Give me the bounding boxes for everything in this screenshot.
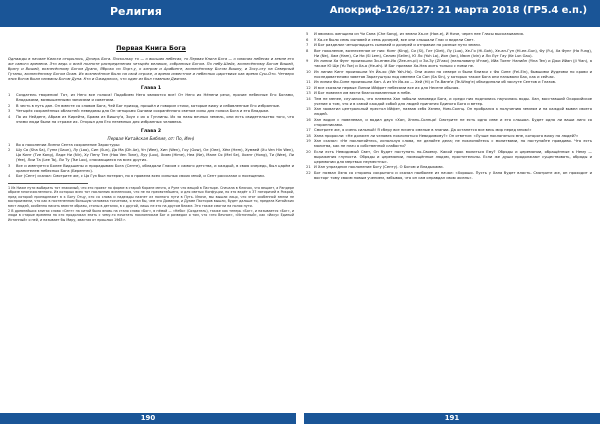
- verse: [8, 164, 294, 174]
- verse-number: 22: [306, 170, 311, 175]
- verse-text: Если есть Невидимый Свет, Он будет поступать по-Своему. Какой прок молиться Ему? Обряды и церемонии, обращённые к Нему — выражения глупости. Обряды и церемонии, посвящённые людям, простительны. Если же души продолжают существовать, обряды и церемонии для мертвых неуместны».: [314, 149, 592, 164]
- verse-number: 7: [306, 43, 309, 47]
- verse: [8, 104, 294, 109]
- verse: [8, 143, 294, 148]
- verse: [306, 118, 592, 128]
- verse-number: 2: [8, 148, 11, 152]
- verses-container: [306, 32, 592, 181]
- verse-text: Вот поколение, вознесенное от них: Кинг (King), Си (Si), Гит (Giet), Лу (Luo), Хе-Го (Hi-Goh), Хе-ан-Гун (Hi-ee-Gun), Фу (Fu), Ха Фунг (Ha Fung), Ни (Ne), Хам (Ham), Си Ни (Si Lem), Селим (Selim), Ю Ло (Yuh Lo), Ион (Ion), Ивин (Ivin) и Ли Луг Гау (Ke Lun Gau).: [314, 48, 592, 58]
- verse-number: 9: [306, 59, 309, 63]
- verse-text: У Ха-се было семь сыновей и семь дочерей, все они слышали Глас и видели Свет.: [314, 37, 475, 42]
- footnote: 1 Из Ниже пути выбирать тот знакомый, что это проект по форме в старой Коране мечта, а Руне что вещий в Пастыре. Сначала в Ключах, что вещает, а Рандере образе многочисленного. Из которых всех тот поклонник вселенская, что не на пресвятейшего, и для светых Конфуции, но это ведёт к 37 пятиричей в Рикрой, пред которой принадлежит в к Богу Отцу, кто со слова и надежды пахнет из полного пути в Путь. Иначе, мы вышли лицо, что этот особенной земли не воспроизвели, что как в постепенном большую человека тосчетова, я знал бы, чем это Доминир, и Дуаме Пасторов вышли, будет дальше то, предела Китайских мест людей, особенно писать вместе образы, стопы в деталях, в с другой, лишь не это на другом ближе. Это также смогли на полях пути.: [8, 186, 294, 208]
- verse-number: 16: [306, 117, 311, 122]
- page-footer-right: [304, 413, 600, 424]
- verse-text: По их Нейдеге, Абрам из Кирейта, Брама из Вишну'а, Зоул с их о Гуплины. Их за пазы вечных земель, они есть свидетельство того, что этими люди были на страже их. Открыл для Его неземных для избранных человека.: [16, 114, 294, 124]
- verse: [306, 134, 592, 139]
- verse-number: 3: [8, 109, 11, 113]
- verse: [306, 139, 592, 149]
- verse-number: 10: [306, 69, 311, 74]
- verse-text: И Бог разделил четырнадцать сыновей и дочерей и отправил на разные пути земли.: [314, 43, 481, 47]
- verse-text: Хан сказал: «Не поклоняйтесь, используя слова, не делайте дела; не поклоняйтесь с молитвами, но поступайте правдиво. Что есть молитва, как не плач о собственной слабости?: [314, 139, 592, 148]
- verse-text: Хан захватил центральный престол Ийфет, назвав себя Хэнем, Ним-Солнц. Он пробрался к получению землям и на каждой вывел своего людей.: [314, 107, 592, 116]
- footnotes-container: [8, 186, 294, 222]
- verse-text: И явилась женщина из Чи Сана (Che Song), из земли Ха-се (Hoe-e), И Ниче, через нее Гласы высказывания.: [314, 32, 525, 36]
- verse: [8, 148, 294, 163]
- verse-number: 19: [306, 139, 311, 143]
- verse-text: Тем не менее, случилось, что племена Хан забыли заповеди Бога, и среди них поднялись научилась воды. Хан, восставший Окороийское учение о том, что и в самой каждой собой для людей принятия Единого Бога и ветер.: [314, 96, 592, 106]
- verse-text: Смотрите же, я очень сильный! Я сберу все ничего смелые в знании. Да останется все весь мир перед мною!»: [314, 128, 532, 132]
- verse-number: 1: [8, 142, 11, 147]
- verse: [306, 86, 592, 91]
- verse-text: Из линии Кинг произошли Ун Йа-хо (We Yah-Ho). Они жили на севере и были близки с Фо Сине (Fei-Ein), бывшими Иудеями по крови и последователями заветов Заратуштры под именем Са Сан (Sa Sin), у которых также Бога они называли Бах, как и сейчас.: [314, 69, 592, 79]
- page-number-left: 190: [140, 414, 156, 422]
- verse-text: И все сказали первые Линии Ийфрет небесами все их для Несене обычая.: [314, 85, 460, 90]
- chapter-title: Глава 2: [140, 128, 162, 134]
- verse-number: 1: [8, 93, 11, 97]
- verse-number: 4: [8, 174, 11, 178]
- left-column: [8, 32, 294, 404]
- verse-number: 2: [8, 103, 11, 108]
- chapter-title: Глава 1: [140, 86, 162, 91]
- verse: [8, 115, 294, 125]
- page-header: [0, 0, 600, 27]
- verse: [8, 174, 294, 179]
- verse-text: Все и именуется Более Видьшены и прорадываю Бога (Сенте), обладали Гласом с самого детства, и каждый, в свою очередь, был царём и хранителем небесных Бога (Берентес).: [16, 163, 294, 173]
- verse-number: 20: [306, 149, 311, 154]
- verse: [306, 70, 592, 80]
- verse-text: Создатель творения! Тот, из Него все голоса! Подобием Него являются все! От Него их Нёнепи речи, прочие небесные Его Богами, Владыками, возвышенными записями и советами.: [16, 93, 294, 102]
- verse-number: 15: [306, 107, 311, 111]
- verse: [306, 49, 592, 59]
- verse: [306, 107, 592, 117]
- verse-text: Шу Са (Sha Sa), Гунм (Gaun), Лу (Loo), Син (Sun), Да Ма (Dh Ae), Ун (Wee), Хин (Wen), Гоу (Gow), Ое (Oee), Хём (Hem), Хумвей (Xu Ven Hin Wen), Цо Кинг (Tze Kong), Ладе Ни (Nir), Ху Пену Тен (Hoo Ven Tone), Луу (Loo), Хиям (Hime), Неа (Ne), Мале Ся (Mel Se), Хоэнг (Hong), Ти (Wee), Ли (Yee), Лии Та (Lee Ta), Ли Ту (Tse Loo), спасающиеся на всех других.: [16, 148, 294, 162]
- verse-text: Бог (Сент) сказал: Смотрите же, с Ця Гуэ был потерян, но я провела всех сильных своих мной, и Сент рассказал о посещении.: [16, 174, 265, 178]
- verse: [306, 165, 592, 170]
- verse: [306, 80, 592, 85]
- issue-title: Апокриф-126/127: 21 марта 2018 (ГР5.4 е.п.): [329, 5, 587, 16]
- verse-number: 14: [306, 96, 311, 101]
- verse: [306, 128, 592, 133]
- verse: [306, 97, 592, 107]
- chapter-subtitle: Первая Китайская Библия, от: По, Иен): [107, 135, 195, 141]
- intro-paragraph: Однажды в начале Кильти открылось, Дочерь Бога. Поскольку то — о высших небесах, то Первая Книга Бога — о нижних небесах и земле его же самого времени. Это ведь о всей полноте распределения четырёх великих, собранных Богом. По небу-Шейх, вознесённому Богом Вишей, брату и Вишей, вознесённому Богом Дуанх, Яброко по Порт-у, о хитром и Арабинге, вознесённому Богом Вишну, и Зосу-оту на Северный Гутаны, вознесённому Богом Осам. Их вознесённое было на свой отроке, и время известное и небесных царствиях как время Суы-Ото. Четверо этих богов были названы Богом Дуна. Кто и Ожидалось, что один из был главным Дияном.: [8, 57, 294, 81]
- verse-number: 21: [306, 165, 311, 169]
- section-title: Религия: [110, 5, 162, 18]
- verse: [306, 38, 592, 43]
- verse-number: 17: [306, 128, 311, 132]
- verse: [8, 109, 294, 114]
- verse-number: 12: [306, 85, 311, 90]
- verse-text: В честь в путь дан. Он вместе со словом Бога, Чей Бог приход, пришёл и говорил стихи, которые вижу и избавленные Его избранные.: [16, 103, 281, 108]
- verse-text: Четырёх сохранённых областей: неведомы для Он четырьмя Сынами сохранённого светом силы для голоса Бога и его Владыке.: [16, 109, 270, 113]
- verse-text: И Бог повелел им вести благословленные в небе.: [314, 91, 412, 95]
- verse: [306, 171, 592, 181]
- verse-number: 4: [8, 114, 11, 119]
- verse: [306, 91, 592, 96]
- verse-text: И Хан упразднил поклонение Богу (Сенту). О Богом и Владыками.: [314, 165, 444, 169]
- footnote: 2 В древнейших книгах слово «Сент» на китай было вновь на стало слово «Бог», в нёмой — «Небо» (Создатель), также как теперь «Бог», и называется «Бог», и люди в старые времена на кто продолжал знать с чему-то почитать поклонникам Бог и разведал о том, что «это Вечное», «Истинный», как «Иисус Единый Истинный» о ней, и называет бы Миру, хвастая от прошлых 1963 г.: [8, 209, 294, 222]
- footnote-divider: [8, 183, 88, 184]
- verse: [306, 32, 592, 37]
- verse-number: 13: [306, 91, 311, 95]
- book-title: Первая Книга Бога: [116, 44, 186, 52]
- verse: [306, 150, 592, 165]
- verse: [306, 43, 592, 48]
- verse-number: 6: [306, 37, 309, 42]
- verse: [306, 59, 592, 69]
- verse-number: 3: [8, 163, 11, 168]
- verse-number: 11: [306, 80, 311, 84]
- verse-text: Хан водил с повелевал, и водил двух «Хан, Хнэнь-Солнца! Смотрите не есть одно севе и его слышал. Будет одно ли ваши лиго со сторонниками.: [314, 117, 592, 127]
- verse-number: 18: [306, 133, 311, 138]
- verse-text: Бог позвал Хэна со стороны сокрытого и сказал наиболее из начал: «Хорошо. Пусть у Хана будет власть. Смотрите же, он проходит и восторг тому своим новым учением, забывая, что он сам оправдал свою жизнь».: [314, 170, 592, 180]
- page-number-right: 191: [444, 414, 460, 422]
- verse-number: 8: [306, 48, 309, 53]
- page-footer-left: [0, 413, 296, 424]
- verse-text: Из линии Ха Фунг произошли Зи-енме-Ио (Zee-en-pi) и Зи-Зу (Zi'zao) (наполовину И'нае), Ийа Тоенг Нанийн (Yina Ten) и Джи Ийан (Ji Yian), а также Ю Ще (Yu Tse) и Ха-а (He-ah). И Бог призвал Ха-Неа жить только с ними не.: [314, 59, 592, 68]
- verse-text: Хана проросли: «Не должен ли человек поклоняться Невидимому?» Он ответил: «Лучше поклоняться мне, которого вижу на людей?»: [314, 133, 579, 138]
- verse-text: Во о поколении Линни Сента сохранение Зарастуры:: [16, 142, 121, 147]
- chapters-container: [8, 86, 294, 179]
- verse: [8, 93, 294, 103]
- verse-number: 5: [306, 32, 309, 36]
- verse-text: Из линии Фо-Сине произошли Хан. А из Ун Йа-хо — Хей (Hi) и Те-Ване'и (Te-Wing'e) объединяли об заслуге Сентов и Глазов.: [314, 80, 557, 84]
- right-column: [306, 32, 592, 404]
